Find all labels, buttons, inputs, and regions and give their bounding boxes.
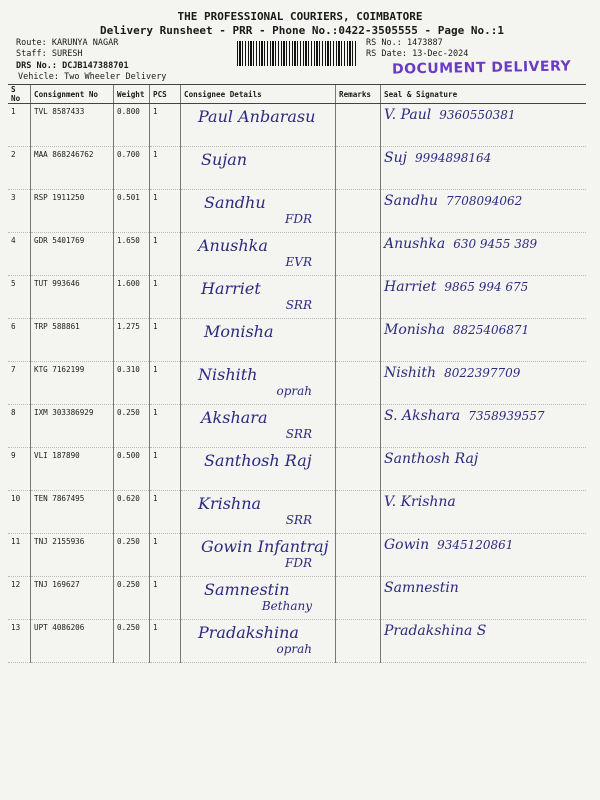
signature-cell	[381, 620, 587, 663]
consignment-cell: GDR 5401769	[31, 233, 114, 276]
pcs-cell: 1	[150, 190, 181, 233]
signature-cell	[381, 276, 587, 319]
sno-cell: 5	[8, 276, 31, 319]
col-weight: Weight	[114, 85, 150, 104]
weight-cell: 0.500	[114, 448, 150, 491]
consignment-cell: TEN 7867495	[31, 491, 114, 534]
rs-date-value: 13-Dec-2024	[412, 49, 469, 59]
pcs-cell: 1	[150, 577, 181, 620]
consignee-name: Samnestin	[204, 580, 290, 599]
consignee-name: Gowin Infantraj	[201, 537, 329, 556]
col-consignment: Consignment No	[31, 85, 114, 104]
vehicle-line	[18, 72, 166, 82]
rs-no-line	[366, 38, 443, 48]
consignee-cell	[181, 448, 336, 491]
consignee-branch: oprah	[276, 642, 312, 656]
consignee-branch: EVR	[285, 255, 312, 269]
vehicle-label: Vehicle:	[18, 72, 59, 82]
col-signature: Seal & Signature	[381, 85, 587, 104]
signature-phone: 8022397709	[444, 366, 521, 380]
weight-cell: 0.800	[114, 104, 150, 147]
route-line	[16, 38, 118, 48]
consignee-name: Harriet	[201, 279, 261, 298]
weight-cell: 0.310	[114, 362, 150, 405]
signature-scribble: Samnestin	[384, 580, 459, 596]
sno-cell: 3	[8, 190, 31, 233]
table-row	[8, 190, 586, 233]
sno-cell: 1	[8, 104, 31, 147]
table-row	[8, 104, 586, 147]
staff-value: SURESH	[51, 49, 83, 59]
consignee-name: Santhosh Raj	[204, 451, 312, 470]
rs-date-label: RS Date:	[366, 49, 407, 59]
table-row	[8, 276, 586, 319]
signature-cell	[381, 577, 587, 620]
drs-value: DCJB147388701	[62, 61, 129, 71]
consignee-cell	[181, 534, 336, 577]
consignee-branch: FDR	[285, 212, 312, 226]
signature-cell	[381, 362, 587, 405]
consignee-name: Sujan	[201, 150, 248, 169]
consignee-branch: SRR	[285, 513, 312, 527]
signature-phone: 7358939557	[468, 409, 545, 423]
pcs-cell: 1	[150, 491, 181, 534]
signature-cell	[381, 233, 587, 276]
col-consignee: Consignee Details	[181, 85, 336, 104]
vehicle-value: Two Wheeler Delivery	[64, 72, 167, 82]
signature-cell	[381, 534, 587, 577]
signature-scribble: V. Paul	[384, 107, 432, 123]
consignment-cell: TRP 588861	[31, 319, 114, 362]
signature-cell	[381, 104, 587, 147]
staff-line	[16, 49, 83, 59]
pcs-cell: 1	[150, 362, 181, 405]
signature-scribble: Sandhu	[384, 193, 438, 209]
table-row	[8, 319, 586, 362]
consignee-cell	[181, 491, 336, 534]
table-row	[8, 233, 586, 276]
barcode	[237, 41, 357, 66]
consignee-name: Akshara	[201, 408, 268, 427]
document-delivery-stamp: DOCUMENT DELIVERY	[391, 58, 572, 78]
consignment-cell: TVL 8587433	[31, 104, 114, 147]
consignee-cell	[181, 362, 336, 405]
signature-scribble: Gowin	[384, 537, 430, 553]
consignee-branch: SRR	[285, 427, 312, 441]
signature-cell	[381, 190, 587, 233]
rs-date-line	[366, 49, 468, 59]
table-row	[8, 405, 586, 448]
rs-no-value: 1473887	[406, 38, 443, 48]
signature-phone: 9360550381	[439, 108, 516, 122]
consignment-cell: UPT 4086206	[31, 620, 114, 663]
sno-cell: 10	[8, 491, 31, 534]
weight-cell: 0.250	[114, 620, 150, 663]
sno-cell: 9	[8, 448, 31, 491]
weight-cell: 0.250	[114, 534, 150, 577]
pcs-cell: 1	[150, 276, 181, 319]
weight-cell: 1.600	[114, 276, 150, 319]
consignee-cell	[181, 104, 336, 147]
company-title: THE PROFESSIONAL COURIERS, COIMBATORE	[177, 10, 423, 23]
table-row	[8, 491, 586, 534]
signature-scribble: Nishith	[384, 365, 437, 381]
signature-scribble: Santhosh Raj	[384, 451, 479, 467]
consignment-cell: TNJ 169627	[31, 577, 114, 620]
runsheet-table	[8, 84, 586, 663]
drs-label: DRS No.:	[16, 61, 57, 71]
sno-cell: 2	[8, 147, 31, 190]
signature-cell	[381, 491, 587, 534]
consignee-name: Monisha	[204, 322, 274, 341]
weight-cell: 0.501	[114, 190, 150, 233]
pcs-cell: 1	[150, 448, 181, 491]
consignee-name: Sandhu	[204, 193, 266, 212]
table-row	[8, 362, 586, 405]
table-row	[8, 577, 586, 620]
signature-scribble: S. Akshara	[384, 408, 461, 424]
col-remarks: Remarks	[336, 85, 381, 104]
rs-no-label: RS No.:	[366, 38, 402, 48]
consignee-branch: FDR	[285, 556, 312, 570]
sno-cell: 11	[8, 534, 31, 577]
consignee-cell	[181, 190, 336, 233]
table-row	[8, 534, 586, 577]
weight-cell: 1.650	[114, 233, 150, 276]
consignee-branch: Bethany	[261, 599, 312, 613]
pcs-cell: 1	[150, 104, 181, 147]
weight-cell: 0.250	[114, 577, 150, 620]
signature-cell	[381, 405, 587, 448]
consignee-name: Anushka	[198, 236, 268, 255]
route-label: Route:	[16, 38, 47, 48]
consignment-cell: VLI 187890	[31, 448, 114, 491]
consignee-name: Pradakshina	[198, 623, 299, 642]
runsheet-subtitle: Delivery Runsheet - PRR - Phone No.:0422-3505555 - Page No.:1	[100, 24, 504, 37]
consignee-branch: oprah	[276, 384, 312, 398]
pcs-cell: 1	[150, 534, 181, 577]
weight-cell: 1.275	[114, 319, 150, 362]
signature-cell	[381, 448, 587, 491]
col-pcs: PCS	[150, 85, 181, 104]
table-header-row	[8, 85, 586, 104]
sno-cell: 12	[8, 577, 31, 620]
col-sno: S No	[8, 85, 31, 104]
signature-phone: 9345120861	[437, 538, 514, 552]
consignment-cell: TNJ 2155936	[31, 534, 114, 577]
consignment-cell: TUT 993646	[31, 276, 114, 319]
consignee-name: Nishith	[198, 365, 258, 384]
consignee-cell	[181, 405, 336, 448]
signature-cell	[381, 319, 587, 362]
signature-phone: 9994898164	[414, 151, 492, 165]
signature-scribble: Monisha	[384, 322, 445, 338]
sno-cell: 7	[8, 362, 31, 405]
consignee-cell	[181, 577, 336, 620]
route-value: KARUNYA NAGAR	[51, 38, 119, 48]
pcs-cell: 1	[150, 233, 181, 276]
signature-cell	[381, 147, 587, 190]
weight-cell: 0.700	[114, 147, 150, 190]
sno-cell: 4	[8, 233, 31, 276]
weight-cell: 0.250	[114, 405, 150, 448]
consignment-cell: RSP 1911250	[31, 190, 114, 233]
signature-scribble: Harriet	[384, 279, 437, 295]
pcs-cell: 1	[150, 319, 181, 362]
signature-phone: 8825406871	[452, 323, 530, 337]
consignee-name: Krishna	[198, 494, 262, 513]
staff-label: Staff:	[16, 49, 47, 59]
consignee-name: Paul Anbarasu	[198, 107, 316, 126]
consignee-cell	[181, 620, 336, 663]
sno-cell: 6	[8, 319, 31, 362]
pcs-cell: 1	[150, 620, 181, 663]
signature-phone: 7708094062	[445, 194, 523, 208]
consignee-cell	[181, 233, 336, 276]
pcs-cell: 1	[150, 405, 181, 448]
table-row	[8, 620, 586, 663]
consignment-cell: IXM 303386929	[31, 405, 114, 448]
signature-phone: 9865 994 675	[444, 280, 529, 294]
consignment-cell: MAA 868246762	[31, 147, 114, 190]
drs-line	[16, 61, 129, 71]
sno-cell: 8	[8, 405, 31, 448]
weight-cell: 0.620	[114, 491, 150, 534]
signature-scribble: Pradakshina S	[384, 623, 487, 639]
table-row	[8, 147, 586, 190]
pcs-cell: 1	[150, 147, 181, 190]
table-row	[8, 448, 586, 491]
consignee-cell	[181, 319, 336, 362]
sno-cell: 13	[8, 620, 31, 663]
consignee-cell	[181, 147, 336, 190]
consignment-cell: KTG 7162199	[31, 362, 114, 405]
signature-scribble: V. Krishna	[384, 494, 456, 510]
signature-phone: 630 9455 389	[453, 237, 538, 251]
consignee-cell	[181, 276, 336, 319]
signature-scribble: Anushka	[384, 236, 446, 252]
signature-scribble: Suj	[384, 150, 407, 166]
consignee-branch: SRR	[285, 298, 312, 312]
